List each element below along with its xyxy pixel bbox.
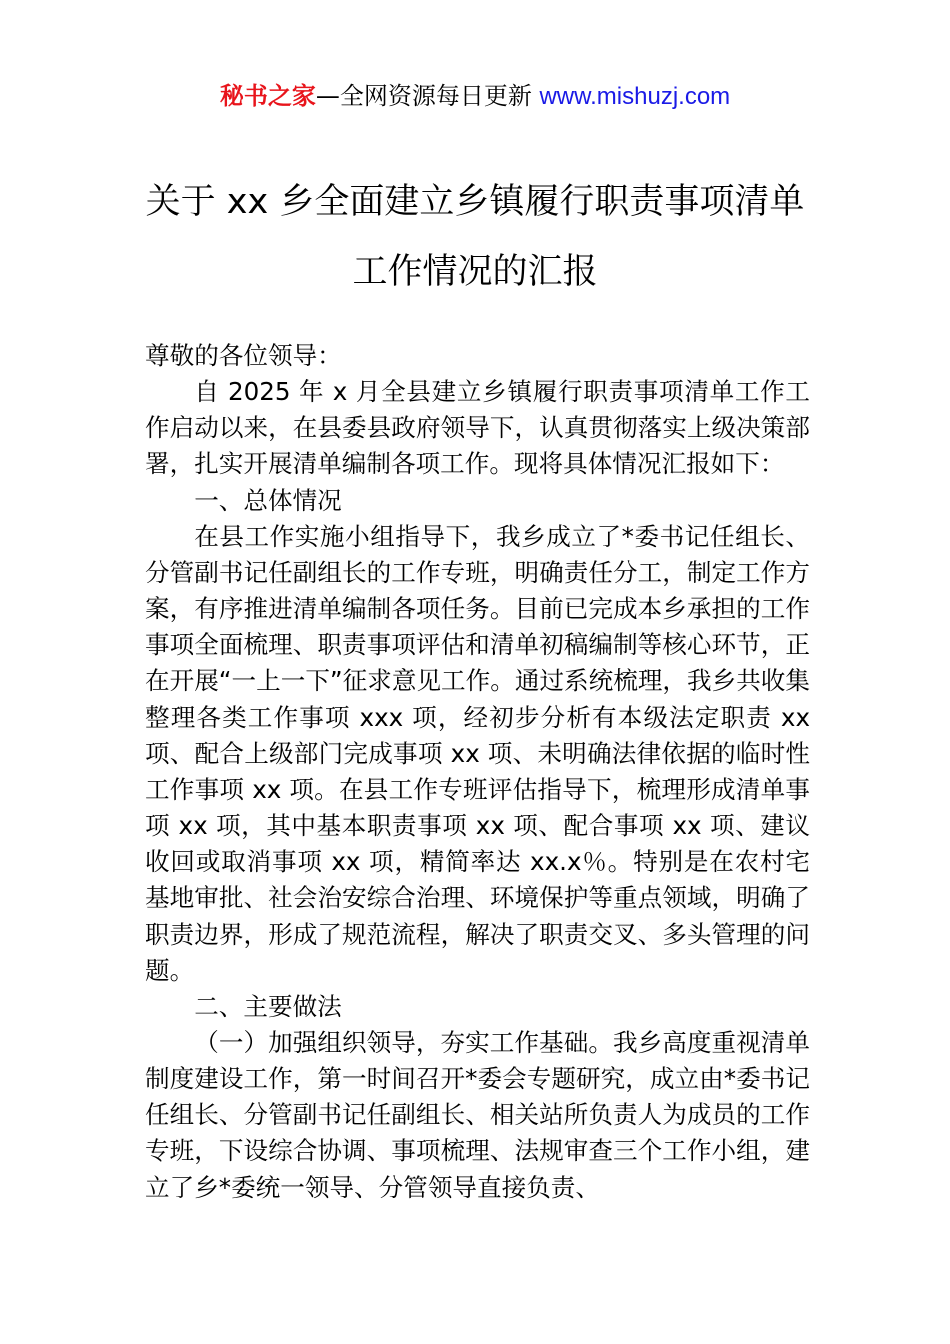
section-heading-methods: 二、主要做法 [194,991,342,1021]
site-tagline: —全网资源每日更新 [315,82,540,110]
document-body [145,338,810,1206]
section-heading-overview: 一、总体情况 [194,485,342,515]
site-url-link[interactable]: www.mishuzj.com [539,83,731,110]
document-title-line-2: 工作情况的汇报 [352,252,598,292]
overview-paragraph: 在县工作实施小组指导下，我乡成立了*委书记任组长、分管副书记任副组长的工作专班，明确责任分工，制定工作方案，有序推进清单编制各项任务。目前已完成本乡承担的工作事项全面梳理、职责事项评估和清单初稿编制等核心环节，正在开展“一上一下”征求意见工作。通过系统梳理，我乡共收集整理各类工作事项 xxx 项，经初步分析有本级法定职责 xx 项、配合上级部门完成事项 xx 项、未明确法律依据的临时性工作事项 xx 项。在县工作专班评估指导下，梳理形成清单事项 xx 项，其中基本职责事项 xx 项、配合事项 xx 项、建议收回或取消事项 xx 项，精简率达 xx.x％。特别是在农村宅基地审批、社会治安综合治理、环境保护等重点领域，明确了职责边界，形成了规范流程，解决了职责交叉、多头管理的问题。 [145,521,810,985]
intro-paragraph: 自 2025 年 x 月全县建立乡镇履行职责事项清单工作工作启动以来，在县委县政府领导下，认真贯彻落实上级决策部署，扎实开展清单编制各项工作。现将具体情况汇报如下： [145,377,810,479]
site-header [0,80,950,113]
document-title-line-1: 关于 xx 乡全面建立乡镇履行职责事项清单 [145,182,805,222]
methods-paragraph-1: （一）加强组织领导，夯实工作基础。我乡高度重视清单制度建设工作，第一时间召开*委会专题研究，成立由*委书记任组长、分管副书记任副组长、相关站所负责人为成员的工作专班，下设综合协调、事项梳理、法规审查三个工作小组，建立了乡*委统一领导、分管领导直接负责、 [145,1027,810,1202]
salutation: 尊敬的各位领导： [145,341,342,370]
site-brand: 秘书之家 [219,82,316,110]
